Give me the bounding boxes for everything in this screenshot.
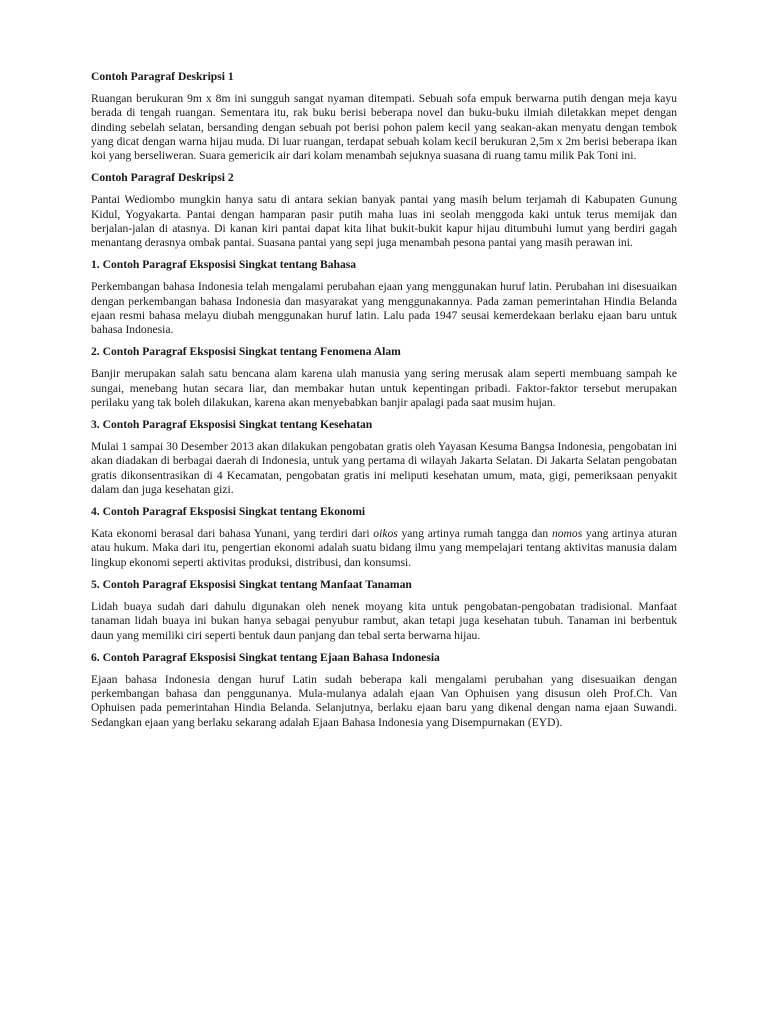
section-heading: 6. Contoh Paragraf Eksposisi Singkat tentang Ejaan Bahasa Indonesia [91,650,440,664]
paragraph: Perkembangan bahasa Indonesia telah mengalami perubahan ejaan yang menggunakan huruf latin. Perubahan ini disesuaikan dengan perkembangan bahasa Indonesia dan masyarakat yang menggunakannya. Pada zaman pemerintahan Hindia Belanda ejaan resmi bahasa melayu diubah menggunakan huruf latin. Lalu pada 1947 seusai kemerdekaan berlaku ejaan baru untuk bahasa Indonesia. [91,280,677,337]
paragraph: Ruangan berukuran 9m x 8m ini sungguh sangat nyaman ditempati. Sebuah sofa empuk berwarna putih dengan meja kayu berada di tengah ruangan. Sementara itu, rak buku berisi beberapa novel dan buku-buku ilmiah diletakkan mepet dengan dinding sebelah selatan, bersanding dengan sebuah pot berisi pohon palem kecil yang seakan-akan menyatu dengan tembok yang dicat dengan warna hijau muda. Di luar ruangan, terdapat sebuah kolam kecil berukuran 2,5m x 2m berisi beberapa ikan koi yang berseliweran. Suara gemericik air dari kolam menambah sejuknya suasana di ruang tamu milik Pak Toni ini. [91,92,677,163]
paragraph: Mulai 1 sampai 30 Desember 2013 akan dilakukan pengobatan gratis oleh Yayasan Kesuma Bangsa Indonesia, pengobatan ini akan diadakan di berbagai daerah di Indonesia, untuk yang pertama di wilayah Jakarta Selatan. Di Jakarta Selatan pengobatan gratis dikonsentrasikan di 4 Kecamatan, pengobatan gratis ini meliputi kesehatan umum, mata, gigi, pemeriksaan penyakit dalam dan juga kesehatan gizi. [91,440,677,496]
section-heading: Contoh Paragraf Deskripsi 1 [91,70,234,83]
paragraph: Lidah buaya sudah dari dahulu digunakan oleh nenek moyang kita untuk pengobatan-pengobatan tradisional. Manfaat tanaman lidah buaya ini bukan hanya sebagai penyubur rambut, akan tetapi juga kesehatan tubuh. Tanaman ini berbentuk daun yang memiliki ciri seperti bentuk daun panjang dan tebal serta berwarna hijau. [91,600,677,642]
paragraph: Banjir merupakan salah satu bencana alam karena ulah manusia yang sering merusak alam seperti membuang sampah ke sungai, menebang hutan secara liar, dan membakar hutan untuk kepentingan pribadi. Faktor-faktor tersebut merupakan perilaku yang tak boleh dilakukan, karena akan menyebabkan banjir apalagi pada saat musim hujan. [91,367,677,409]
section-heading: 5. Contoh Paragraf Eksposisi Singkat tentang Manfaat Tanaman [91,577,412,591]
paragraph-text: yang artinya aturan atau hukum. Maka dari itu, pengertian ekonomi adalah suatu bidang ilmu yang mempelajari tentang aktivitas manusia dalam lingkup ekonomi seperti aktivitas produksi, distribusi, dan konsumsi. [91,527,677,569]
term-nomos: nomos [551,527,583,541]
section-heading: 3. Contoh Paragraf Eksposisi Singkat tentang Kesehatan [91,418,373,432]
paragraph-text: Kata ekonomi berasal dari bahasa Yunani, yang terdiri dari [91,527,374,541]
paragraph: Ejaan bahasa Indonesia dengan huruf Latin sudah beberapa kali mengalami perubahan yang disesuaikan dengan perkembangan bahasa dan penggunanya. Mula-mulanya adalah ejaan Van Ophuisen yang disusun oleh Prof.Ch. Van Ophuisen pada pemerintahan Hindia Belanda. Selanjutnya, berlaku ejaan baru yang dikenal dengan nama ejaan Suwandi. Sedangkan ejaan yang berlaku sekarang adalah Ejaan Bahasa Indonesia yang Disempurnakan (EYD). [91,672,677,729]
paragraph: Pantai Wediombo mungkin hanya satu di antara sekian banyak pantai yang masih belum terjamah di Kabupaten Gunung Kidul, Yogyakarta. Pantai dengan hamparan pasir putih maha luas ini seolah menggoda kaki untuk terus memijak dan berjalan-jalan di atasnya. Di kanan kiri pantai dapat kita lihat bukit-bukit kapur hijau ditumbuhi lumut yang berdiri gagah menantang derasnya ombak pantai. Suasana pantai yang sepi juga menambah pesona pantai yang masih perawan ini. [91,193,677,250]
paragraph-text: yang artinya rumah tangga dan [397,527,552,541]
paragraph [91,527,677,570]
section-heading: 2. Contoh Paragraf Eksposisi Singkat tentang Fenomena Alam [91,345,401,359]
document-body [91,70,677,730]
section-heading: 4. Contoh Paragraf Eksposisi Singkat tentang Ekonomi [91,505,366,519]
section-heading: Contoh Paragraf Deskripsi 2 [91,171,234,185]
term-oikos: oikos [373,527,398,541]
section-heading: 1. Contoh Paragraf Eksposisi Singkat tentang Bahasa [91,258,357,272]
